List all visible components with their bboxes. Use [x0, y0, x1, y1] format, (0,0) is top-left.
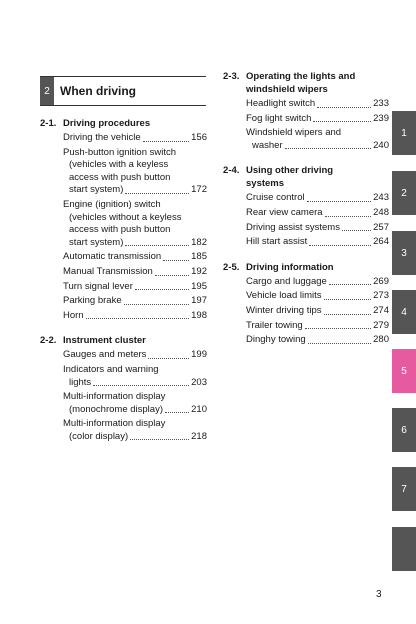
section-title-line: Driving procedures — [63, 118, 151, 129]
toc-entry-page: 257 — [373, 221, 389, 233]
dot-leader — [125, 193, 189, 194]
toc-entry-row — [246, 207, 389, 220]
toc-entry-row — [246, 140, 389, 153]
chapter-number: 2 — [40, 77, 54, 105]
toc-entry-text: Engine (ignition) switch — [63, 198, 161, 210]
section-heading — [223, 164, 389, 190]
section-title — [63, 334, 207, 347]
toc-entry-page: 274 — [373, 304, 389, 316]
section-number: 2-5. — [223, 261, 240, 273]
dot-leader — [93, 385, 189, 386]
chapter-tabs — [392, 0, 416, 624]
section-heading — [223, 70, 389, 96]
toc-entry-text: (monochrome display) — [69, 403, 163, 415]
toc-entry-text: Indicators and warning — [63, 363, 159, 375]
chapter-tab-blank[interactable] — [392, 527, 416, 571]
section-title-line: Instrument cluster — [63, 335, 146, 347]
dot-leader — [308, 343, 371, 344]
toc-entry-page: 198 — [191, 309, 207, 321]
chapter-tab-2[interactable]: 2 — [392, 171, 416, 215]
toc-entry[interactable] — [246, 207, 389, 220]
toc-entry-row — [63, 237, 207, 250]
toc-entry-page: 264 — [373, 236, 389, 248]
toc-column-right — [223, 70, 389, 359]
toc-entry-row — [63, 377, 207, 390]
toc-entry[interactable] — [63, 199, 207, 249]
toc-entry[interactable] — [246, 127, 389, 152]
toc-entry-page: 172 — [191, 184, 207, 196]
dot-leader — [309, 245, 371, 246]
section-heading — [223, 261, 389, 274]
toc-entry-row — [63, 431, 207, 444]
toc-entry-row — [246, 236, 389, 249]
dot-leader — [305, 328, 371, 329]
toc-entry[interactable] — [246, 276, 389, 289]
toc-entry-row — [63, 132, 207, 145]
toc-entry-page: 203 — [191, 376, 207, 388]
toc-entry-text: Windshield wipers and — [246, 127, 342, 139]
toc-entry-text: Cargo and luggage — [246, 275, 327, 287]
toc-entry[interactable] — [63, 132, 207, 145]
section-number: 2-1. — [40, 118, 57, 129]
dot-leader — [86, 318, 190, 319]
page-number: 3 — [376, 589, 382, 600]
toc-entry-text: Push-button ignition switch — [63, 146, 177, 158]
dot-leader — [313, 121, 371, 122]
dot-leader — [135, 289, 189, 290]
toc-entry-page: 243 — [373, 192, 389, 204]
toc-entry-text: (color display) — [69, 430, 129, 442]
toc-entry-row — [246, 276, 389, 289]
toc-entry-text: Horn — [63, 309, 84, 321]
toc-entry[interactable] — [63, 349, 207, 362]
toc-entry-row — [246, 334, 389, 347]
toc-entry-text: Headlight switch — [246, 98, 316, 109]
toc-entry-text: Dinghy towing — [246, 334, 306, 346]
toc-entry-text: Hill start assist — [246, 236, 308, 248]
toc-section — [223, 164, 389, 248]
toc-entry-text: Manual Transmission — [63, 265, 153, 277]
toc-entry-text: Multi-information display — [63, 418, 166, 430]
toc-entry-text: access with push button — [69, 224, 171, 236]
chapter-tab-7[interactable]: 7 — [392, 467, 416, 511]
toc-entry-page: 197 — [191, 295, 207, 307]
toc-entry-row — [246, 320, 389, 333]
section-title-line: systems — [246, 178, 285, 190]
toc-entry[interactable] — [63, 251, 207, 264]
dot-leader — [148, 358, 189, 359]
section-heading — [40, 117, 207, 130]
toc-entry-row — [63, 184, 207, 197]
toc-entry-row — [246, 192, 389, 205]
toc-entry-page: 239 — [373, 112, 389, 124]
toc-section — [40, 334, 207, 443]
toc-entry-page: 248 — [373, 206, 389, 218]
toc-entry-text: Winter driving tips — [246, 304, 322, 316]
section-title — [246, 261, 389, 274]
toc-entry-row — [63, 281, 207, 294]
toc-entry-row — [246, 222, 389, 235]
toc-entry[interactable] — [246, 222, 389, 235]
dot-leader — [155, 275, 189, 276]
toc-section — [40, 117, 207, 322]
section-title — [63, 117, 207, 130]
chapter-tab-5[interactable]: 5 — [392, 349, 416, 393]
section-items — [223, 98, 389, 152]
toc-entry-text: Driving the vehicle — [63, 132, 141, 143]
chapter-tab-4[interactable]: 4 — [392, 290, 416, 334]
toc-entry-text: Automatic transmission — [63, 251, 162, 263]
toc-entry-text: Vehicle load limits — [246, 290, 322, 302]
toc-entry-text: Fog light switch — [246, 112, 312, 124]
toc-section — [223, 70, 389, 152]
toc-entry-text: lights — [69, 376, 92, 388]
toc-entry-text: Turn signal lever — [63, 280, 133, 292]
section-title-line: Operating the lights and — [246, 71, 356, 82]
chapter-tab-3[interactable]: 3 — [392, 231, 416, 275]
toc-section — [223, 261, 389, 347]
toc-entry[interactable] — [246, 334, 389, 347]
section-items — [223, 276, 389, 347]
dot-leader — [324, 314, 372, 315]
toc-entry[interactable] — [63, 266, 207, 279]
toc-entry-page: 269 — [373, 275, 389, 287]
section-title — [246, 70, 389, 96]
toc-entry-row — [63, 404, 207, 417]
toc-entry-text: (vehicles without a keyless — [69, 211, 182, 223]
toc-entry[interactable] — [63, 364, 207, 389]
chapter-title: When driving — [60, 84, 136, 98]
toc-entry-page: 218 — [191, 430, 207, 442]
toc-entry-page: 240 — [373, 139, 389, 151]
toc-entry-page: 273 — [373, 290, 389, 302]
toc-entry[interactable] — [246, 98, 389, 111]
section-number: 2-4. — [223, 165, 240, 177]
dot-leader — [325, 216, 372, 217]
dot-leader — [165, 412, 189, 413]
toc-entry-page: 233 — [373, 98, 389, 109]
toc-entry-page: 185 — [191, 251, 207, 263]
toc-entry-text: Rear view camera — [246, 206, 323, 218]
toc-entry[interactable] — [246, 192, 389, 205]
toc-entry[interactable] — [63, 418, 207, 443]
toc-entry-text: Driving assist systems — [246, 221, 340, 233]
toc-entry-page: 192 — [191, 265, 207, 277]
toc-entry[interactable] — [246, 236, 389, 249]
toc-entry[interactable] — [63, 310, 207, 323]
toc-entry[interactable] — [63, 281, 207, 294]
toc-entry[interactable] — [246, 113, 389, 126]
toc-entry[interactable] — [246, 305, 389, 318]
toc-entry-text: Gauges and meters — [63, 349, 147, 361]
section-title-line: Using other driving — [246, 165, 334, 177]
dot-leader — [163, 260, 189, 261]
dot-leader — [285, 148, 372, 149]
dot-leader — [143, 141, 190, 142]
toc-entry-row — [246, 113, 389, 126]
toc-entry-page: 182 — [191, 236, 207, 248]
dot-leader — [324, 299, 372, 300]
toc-entry-row — [63, 310, 207, 323]
toc-entry-page: 210 — [191, 403, 207, 415]
toc-entry-row — [63, 251, 207, 264]
toc-entry-row — [63, 266, 207, 279]
toc-entry-page: 199 — [191, 349, 207, 361]
toc-entry-row — [246, 305, 389, 318]
toc-entry[interactable] — [63, 147, 207, 197]
toc-entry-text: washer — [252, 139, 283, 151]
section-items — [40, 349, 207, 443]
toc-entry-page: 195 — [191, 280, 207, 292]
toc-entry-text: Parking brake — [63, 295, 122, 307]
dot-leader — [342, 230, 371, 231]
toc-entry-row — [246, 290, 389, 303]
dot-leader — [125, 245, 189, 246]
section-title — [246, 164, 389, 190]
toc-entry-row — [246, 98, 389, 111]
toc-entry-text: Cruise control — [246, 192, 305, 204]
dot-leader — [317, 107, 371, 108]
chapter-header — [40, 76, 206, 106]
toc-entry[interactable] — [246, 290, 389, 303]
dot-leader — [130, 439, 189, 440]
section-title-line: windshield wipers — [246, 84, 328, 95]
section-number: 2-2. — [40, 335, 57, 347]
section-number: 2-3. — [223, 71, 240, 82]
toc-entry-text: start system) — [69, 236, 124, 248]
section-items — [40, 132, 207, 322]
dot-leader — [329, 284, 371, 285]
section-items — [223, 192, 389, 248]
dot-leader — [124, 304, 190, 305]
toc-entry[interactable] — [63, 295, 207, 308]
toc-column-left — [40, 117, 207, 455]
section-title-line: Driving information — [246, 261, 334, 273]
toc-entry-row — [63, 349, 207, 362]
toc-entry-text: Trailer towing — [246, 319, 303, 331]
dot-leader — [307, 201, 372, 202]
toc-entry-text: start system) — [69, 184, 124, 196]
toc-entry-text: (vehicles with a keyless — [69, 159, 169, 171]
section-heading — [40, 334, 207, 347]
toc-entry-text: access with push button — [69, 171, 171, 183]
chapter-tab-6[interactable]: 6 — [392, 408, 416, 452]
toc-entry-page: 156 — [191, 132, 207, 143]
toc-entry[interactable] — [246, 320, 389, 333]
toc-entry-page: 279 — [373, 319, 389, 331]
toc-entry-row — [63, 295, 207, 308]
toc-entry-text: Multi-information display — [63, 391, 166, 403]
toc-entry[interactable] — [63, 391, 207, 416]
chapter-tab-1[interactable]: 1 — [392, 111, 416, 155]
toc-entry-page: 280 — [373, 334, 389, 346]
